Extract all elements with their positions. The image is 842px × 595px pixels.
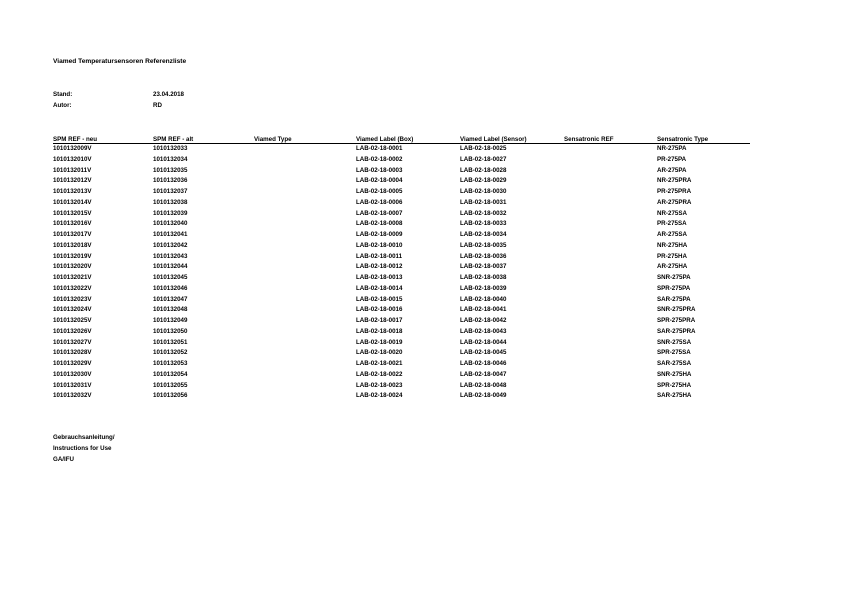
table-row [53,219,750,230]
cell-spm-ref-old: 1010132038 [153,198,188,206]
table-row [53,284,750,295]
cell-spm-ref-new: 1010132013V [53,188,92,195]
cell-spm-ref-new: 1010132017V [53,231,92,238]
cell-viamed-label-box: LAB-02-18-0017 [356,317,403,324]
cell-viamed-label-box: LAB-02-18-0024 [356,392,403,400]
cell-viamed-type [254,295,356,306]
cell-spm-ref-old: 1010132052 [153,349,188,357]
cell-viamed-label-sensor: LAB-02-18-0042 [460,317,507,324]
table-header-row [53,134,750,144]
cell-sensatronic-ref [564,381,657,392]
cell-spm-ref-new: 1010132015V [53,209,92,217]
cell-spm-ref-new: 1010132012V [53,177,92,185]
page-title: Viamed Temperatursensoren Referenzliste [53,58,187,65]
cell-viamed-type [254,338,356,349]
cell-viamed-label-box: LAB-02-18-0022 [356,370,403,378]
cell-viamed-type [254,219,356,230]
cell-viamed-type [254,166,356,177]
cell-viamed-type [254,155,356,166]
cell-sensatronic-type: AR-275SA [657,231,687,238]
table-row [53,338,750,349]
cell-spm-ref-new: 1010132020V [53,263,92,271]
cell-spm-ref-old: 1010132040 [153,220,188,228]
table-row [53,327,750,338]
cell-sensatronic-type: PR-275SA [657,220,687,228]
cell-viamed-label-sensor: LAB-02-18-0025 [460,145,507,152]
cell-sensatronic-ref [564,230,657,241]
cell-viamed-type [254,262,356,273]
cell-spm-ref-old: 1010132033 [153,145,188,152]
cell-spm-ref-old: 1010132055 [153,381,188,389]
cell-viamed-type [254,176,356,187]
cell-viamed-type [254,252,356,263]
cell-viamed-label-box: LAB-02-18-0023 [356,381,403,389]
cell-sensatronic-ref [564,273,657,284]
cell-viamed-label-box: LAB-02-18-0009 [356,231,403,238]
cell-sensatronic-type: NR-275PA [657,145,687,152]
cell-viamed-label-sensor: LAB-02-18-0030 [460,188,507,195]
table-row [53,155,750,166]
cell-spm-ref-old: 1010132053 [153,360,188,367]
cell-sensatronic-type: SNR-275SA [657,338,692,346]
cell-sensatronic-type: PR-275HA [657,252,687,260]
cell-spm-ref-old: 1010132056 [153,392,188,400]
cell-viamed-type [254,187,356,198]
cell-viamed-label-box: LAB-02-18-0001 [356,145,403,152]
col-spm-ref-new: SPM REF - neu [53,134,153,144]
cell-viamed-label-sensor: LAB-02-18-0048 [460,381,507,389]
cell-spm-ref-old: 1010132039 [153,209,188,217]
cell-sensatronic-ref [564,370,657,381]
cell-viamed-type [254,273,356,284]
cell-viamed-label-box: LAB-02-18-0010 [356,241,403,249]
cell-sensatronic-type: SAR-275PA [657,295,691,303]
cell-spm-ref-new: 1010132019V [53,252,92,260]
table-row [53,305,750,316]
cell-spm-ref-new: 1010132030V [53,370,92,378]
cell-sensatronic-type: SAR-275SA [657,360,692,367]
cell-sensatronic-type: PR-275PRA [657,188,692,195]
col-viamed-label-sensor: Viamed Label (Sensor) [460,134,564,144]
cell-sensatronic-type: NR-275SA [657,209,687,217]
cell-spm-ref-new: 1010132027V [53,338,92,346]
table-row [53,359,750,370]
stand-value: 23.04.2018 [153,91,184,98]
cell-spm-ref-new: 1010132023V [53,295,92,303]
stand-label: Stand: [53,91,73,98]
cell-viamed-label-box: LAB-02-18-0005 [356,188,403,195]
cell-sensatronic-type: NR-275PRA [657,177,692,185]
cell-viamed-label-sensor: LAB-02-18-0031 [460,198,507,206]
cell-spm-ref-old: 1010132034 [153,155,188,163]
footer-line-1: Gebrauchsanleitung/ [53,434,115,441]
cell-viamed-label-box: LAB-02-18-0008 [356,220,403,228]
cell-sensatronic-ref [564,338,657,349]
cell-sensatronic-ref [564,198,657,209]
cell-spm-ref-old: 1010132051 [153,338,188,346]
cell-spm-ref-old: 1010132049 [153,317,188,324]
cell-viamed-type [254,391,356,402]
cell-sensatronic-type: SPR-275PA [657,284,691,292]
cell-viamed-label-box: LAB-02-18-0020 [356,349,403,357]
cell-viamed-type [254,381,356,392]
cell-sensatronic-ref [564,295,657,306]
cell-sensatronic-ref [564,327,657,338]
cell-viamed-label-box: LAB-02-18-0004 [356,177,403,185]
cell-viamed-label-sensor: LAB-02-18-0032 [460,209,507,217]
cell-viamed-type [254,241,356,252]
cell-viamed-label-sensor: LAB-02-18-0029 [460,177,507,185]
col-sensatronic-type: Sensatronic Type [657,134,750,144]
cell-sensatronic-type: AR-275HA [657,263,688,271]
cell-spm-ref-new: 1010132031V [53,381,92,389]
cell-spm-ref-new: 1010132011V [53,166,92,174]
cell-viamed-label-box: LAB-02-18-0019 [356,338,403,346]
cell-viamed-label-sensor: LAB-02-18-0040 [460,295,507,303]
cell-sensatronic-type: SNR-275HA [657,370,692,378]
autor-label: Autor: [53,102,72,109]
cell-sensatronic-type: SPR-275SA [657,349,691,357]
cell-spm-ref-old: 1010132035 [153,166,188,174]
cell-sensatronic-ref [564,209,657,220]
cell-sensatronic-ref [564,391,657,402]
cell-sensatronic-ref [564,305,657,316]
cell-viamed-label-sensor: LAB-02-18-0043 [460,327,507,335]
cell-viamed-label-sensor: LAB-02-18-0049 [460,392,507,400]
table-row [53,166,750,177]
cell-viamed-label-sensor: LAB-02-18-0046 [460,360,507,367]
col-viamed-type: Viamed Type [254,134,356,144]
cell-viamed-label-sensor: LAB-02-18-0047 [460,370,507,378]
table-row [53,144,750,155]
cell-sensatronic-ref [564,348,657,359]
table-row [53,348,750,359]
cell-sensatronic-type: SNR-275PRA [657,306,696,314]
cell-viamed-label-box: LAB-02-18-0012 [356,263,403,271]
table-row [53,391,750,402]
table-row [53,381,750,392]
cell-spm-ref-new: 1010132018V [53,241,92,249]
cell-spm-ref-old: 1010132047 [153,295,188,303]
cell-viamed-label-box: LAB-02-18-0007 [356,209,403,217]
cell-sensatronic-ref [564,359,657,370]
table-row [53,316,750,327]
cell-viamed-label-box: LAB-02-18-0014 [356,284,403,292]
table-row [53,176,750,187]
cell-sensatronic-ref [564,241,657,252]
cell-viamed-label-box: LAB-02-18-0013 [356,274,403,281]
cell-spm-ref-new: 1010132009V [53,145,92,152]
autor-value: RD [153,102,162,109]
cell-sensatronic-ref [564,166,657,177]
cell-viamed-label-box: LAB-02-18-0015 [356,295,403,303]
table-row [53,252,750,263]
table-row [53,262,750,273]
footer-line-2: Instructions for Use [53,445,112,452]
cell-sensatronic-type: AR-275PA [657,166,687,174]
table-row [53,209,750,220]
cell-spm-ref-new: 1010132016V [53,220,92,228]
cell-viamed-label-sensor: LAB-02-18-0045 [460,349,507,357]
col-sensatronic-ref: Sensatronic REF [564,134,657,144]
table-row [53,241,750,252]
table-row [53,198,750,209]
table-row [53,370,750,381]
cell-spm-ref-new: 1010132028V [53,349,92,357]
cell-viamed-label-box: LAB-02-18-0011 [356,252,403,260]
cell-spm-ref-old: 1010132043 [153,252,188,260]
cell-sensatronic-type: SNR-275PA [657,274,691,281]
cell-spm-ref-old: 1010132037 [153,188,188,195]
cell-viamed-label-box: LAB-02-18-0016 [356,306,403,314]
cell-viamed-type [254,370,356,381]
cell-spm-ref-old: 1010132042 [153,241,188,249]
cell-spm-ref-new: 1010132014V [53,198,92,206]
table-row [53,273,750,284]
cell-viamed-type [254,305,356,316]
cell-spm-ref-old: 1010132054 [153,370,188,378]
cell-sensatronic-ref [564,155,657,166]
cell-spm-ref-new: 1010132026V [53,327,92,335]
cell-viamed-label-box: LAB-02-18-0018 [356,327,403,335]
cell-viamed-type [254,316,356,327]
col-spm-ref-old: SPM REF - alt [153,134,254,144]
cell-sensatronic-ref [564,284,657,295]
cell-spm-ref-old: 1010132048 [153,306,188,314]
cell-spm-ref-new: 1010132024V [53,306,92,314]
table-row [53,295,750,306]
cell-viamed-type [254,348,356,359]
cell-spm-ref-new: 1010132022V [53,284,92,292]
cell-viamed-type [254,230,356,241]
table-body [53,144,750,403]
cell-viamed-label-box: LAB-02-18-0002 [356,155,403,163]
cell-viamed-label-sensor: LAB-02-18-0041 [460,306,507,314]
cell-viamed-type [254,359,356,370]
cell-viamed-type [254,209,356,220]
cell-spm-ref-old: 1010132050 [153,327,188,335]
cell-sensatronic-type: SPR-275HA [657,381,692,389]
cell-viamed-label-sensor: LAB-02-18-0035 [460,241,507,249]
cell-spm-ref-new: 1010132029V [53,360,92,367]
cell-sensatronic-type: PR-275PA [657,155,687,163]
cell-spm-ref-old: 1010132046 [153,284,188,292]
cell-viamed-label-sensor: LAB-02-18-0044 [460,338,507,346]
cell-sensatronic-ref [564,144,657,155]
cell-sensatronic-type: AR-275PRA [657,198,692,206]
cell-spm-ref-old: 1010132044 [153,263,188,271]
cell-sensatronic-ref [564,262,657,273]
cell-viamed-label-sensor: LAB-02-18-0027 [460,155,507,163]
cell-viamed-label-box: LAB-02-18-0003 [356,166,403,174]
cell-viamed-label-sensor: LAB-02-18-0034 [460,231,507,238]
cell-sensatronic-type: SAR-275HA [657,392,692,400]
cell-spm-ref-new: 1010132032V [53,392,92,400]
cell-sensatronic-type: SAR-275PRA [657,327,696,335]
cell-viamed-type [254,327,356,338]
cell-spm-ref-new: 1010132021V [53,274,92,281]
cell-sensatronic-ref [564,187,657,198]
cell-sensatronic-ref [564,219,657,230]
cell-viamed-type [254,198,356,209]
cell-viamed-label-sensor: LAB-02-18-0038 [460,274,507,281]
cell-viamed-label-sensor: LAB-02-18-0033 [460,220,507,228]
cell-viamed-type [254,284,356,295]
cell-spm-ref-old: 1010132036 [153,177,188,185]
cell-viamed-label-sensor: LAB-02-18-0028 [460,166,507,174]
cell-viamed-type [254,144,356,155]
cell-viamed-label-sensor: LAB-02-18-0037 [460,263,507,271]
cell-viamed-label-box: LAB-02-18-0021 [356,360,403,367]
cell-sensatronic-ref [564,316,657,327]
cell-sensatronic-ref [564,252,657,263]
reference-table [53,134,750,402]
cell-viamed-label-sensor: LAB-02-18-0036 [460,252,507,260]
col-viamed-label-box: Viamed Label (Box) [356,134,460,144]
table-row [53,230,750,241]
cell-spm-ref-new: 1010132025V [53,317,92,324]
cell-sensatronic-type: NR-275HA [657,241,688,249]
cell-sensatronic-type: SPR-275PRA [657,317,696,324]
table-row [53,187,750,198]
cell-viamed-label-box: LAB-02-18-0006 [356,198,403,206]
cell-viamed-label-sensor: LAB-02-18-0039 [460,284,507,292]
cell-spm-ref-old: 1010132045 [153,274,188,281]
footer-line-3: GA/IFU [53,456,74,463]
cell-spm-ref-old: 1010132041 [153,231,188,238]
cell-sensatronic-ref [564,176,657,187]
cell-spm-ref-new: 1010132010V [53,155,92,163]
